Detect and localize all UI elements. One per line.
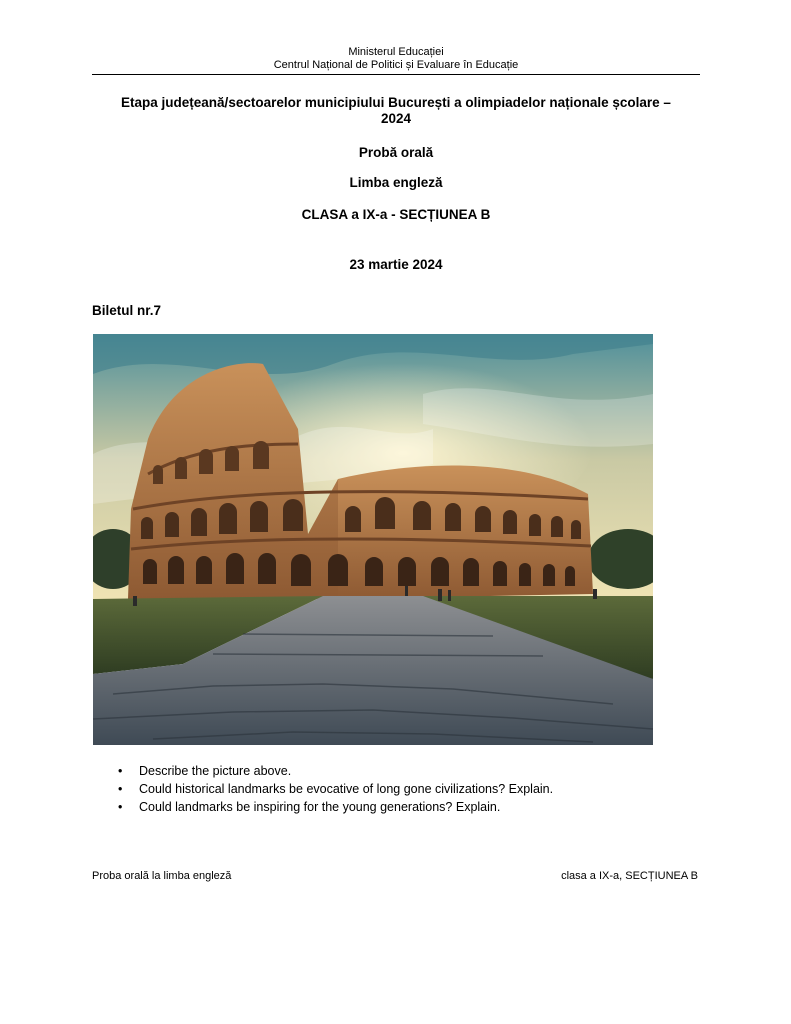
task-text: Describe the picture above. xyxy=(139,764,292,778)
task-text: Could landmarks be inspiring for the young generations? Explain. xyxy=(139,800,501,814)
center-header: Centrul Național de Politici și Evaluare în Educație xyxy=(273,59,519,71)
exam-date: 23 martie 2024 xyxy=(349,257,443,272)
task-list xyxy=(92,762,692,816)
colosseum-photo xyxy=(93,334,653,745)
olympiad-title-line1: Etapa județeană/sectoarelor municipiului București a olimpiadelor naționale școlare – xyxy=(121,95,671,110)
ministry-header: Ministerul Educației xyxy=(348,46,444,58)
task-item xyxy=(92,762,692,780)
exam-type: Probă orală xyxy=(358,145,434,160)
ticket-number: Biletul nr.7 xyxy=(92,303,162,318)
olympiad-title-line2: 2024 xyxy=(380,111,412,126)
task-text: Could historical landmarks be evocative of long gone civilizations? Explain. xyxy=(139,782,554,796)
header-divider xyxy=(92,74,700,75)
subject-title: Limba engleză xyxy=(349,175,443,190)
task-item xyxy=(92,780,692,798)
bullet-icon: • xyxy=(118,800,123,814)
bullet-icon: • xyxy=(118,764,123,778)
bullet-icon: • xyxy=(118,782,123,796)
task-item xyxy=(92,798,692,816)
footer-right: clasa a IX-a, SECȚIUNEA B xyxy=(561,870,698,882)
footer-left: Proba orală la limba engleză xyxy=(92,870,232,882)
class-section: CLASA a IX-a - SECȚIUNEA B xyxy=(301,207,491,222)
